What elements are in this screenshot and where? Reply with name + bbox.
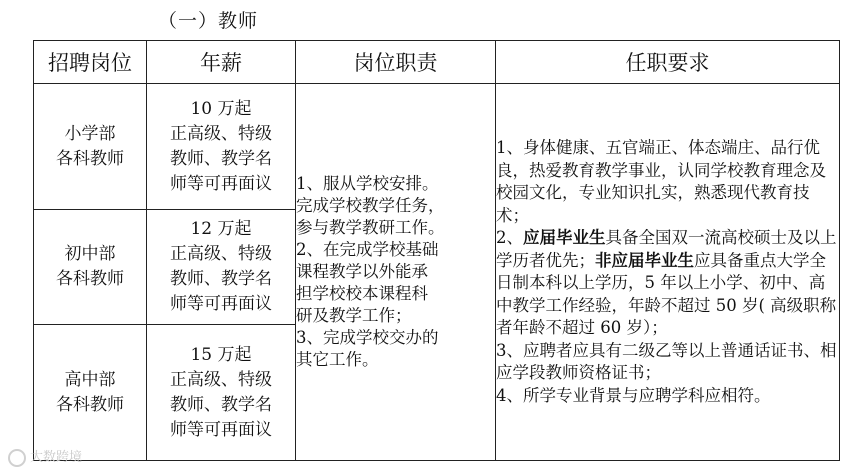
header-salary: 年薪 (147, 41, 296, 84)
salary-cell (147, 210, 296, 325)
duty-line: 课程教学以外能承 (296, 262, 428, 281)
table-row (34, 84, 840, 210)
position-line: 各科教师 (56, 148, 124, 169)
duty-line: 研及教学工作； (296, 306, 412, 325)
header-position: 招聘岗位 (34, 41, 147, 84)
duty-line: 担学校校本课程科 (296, 284, 428, 303)
header-requirements: 任职要求 (496, 41, 840, 84)
requirement-text: 应具备重点大学全日制本科以上学历，5 年以上小学、初中、高中教学工作经验，年龄不超过 50 岁( 高级职称者年龄不超过 60 岁）； (496, 250, 837, 337)
salary-note: 教师、教学名 (170, 148, 272, 169)
recruitment-table (33, 40, 840, 461)
salary-amount: 15 万起 (190, 344, 252, 365)
highlight-fresh-graduates: 应届毕业生 (523, 228, 606, 247)
requirement-text: 2、 (496, 228, 523, 247)
duty-line: 2、在完成学校基础 (296, 240, 439, 259)
position-line: 初中部 (64, 244, 116, 264)
requirement-item-2 (496, 227, 839, 340)
position-line: 高中部 (64, 369, 116, 390)
requirement-item-3: 3、应聘者应具有二级乙等以上普通话证书、相应学段教师资格证书； (496, 340, 837, 382)
position-line: 各科教师 (56, 394, 124, 415)
duty-line: 完成学校教学任务， (296, 196, 445, 215)
position-cell (34, 325, 147, 461)
salary-note: 教师、教学名 (170, 269, 272, 289)
position-line: 小学部 (64, 123, 116, 144)
salary-note: 师等可再面议 (170, 419, 272, 440)
salary-note: 师等可再面议 (170, 294, 272, 314)
requirement-item-4: 4、所学专业背景与应聘学科应相符。 (496, 385, 771, 405)
salary-cell (147, 325, 296, 461)
requirement-text: 具备全国双一流高校硕士及以上学历者优先； (496, 228, 837, 270)
position-cell (34, 210, 147, 325)
watermark (8, 446, 82, 467)
duties-cell (296, 84, 496, 461)
duty-line: 其它工作。 (296, 350, 379, 369)
salary-amount: 12 万起 (190, 219, 252, 239)
table-header-row (34, 41, 840, 84)
watermark-text: 大数跨境 (30, 450, 83, 465)
salary-note: 正高级、特级 (170, 244, 272, 264)
header-duties: 岗位职责 (296, 41, 496, 84)
salary-note: 正高级、特级 (170, 369, 272, 390)
watermark-logo-icon (8, 449, 26, 467)
salary-note: 教师、教学名 (170, 394, 272, 415)
position-line: 各科教师 (56, 269, 124, 289)
requirement-item-1: 1、身体健康、五官端正、体态端庄、品行优良，热爱教育教学事业，认同学校教育理念及校园文化，专业知识扎实，熟悉现代教育技术； (496, 138, 826, 225)
requirements-cell (496, 84, 840, 461)
salary-cell (147, 84, 296, 210)
duty-line: 参与教学教研工作。 (296, 218, 445, 237)
duty-line: 3、完成学校交办的 (296, 328, 439, 347)
duty-line: 1、服从学校安排。 (296, 174, 439, 193)
position-cell (34, 84, 147, 210)
salary-amount: 10 万起 (190, 98, 252, 119)
salary-note: 师等可再面议 (170, 173, 272, 194)
highlight-non-fresh-graduates: 非应届毕业生 (595, 250, 694, 270)
salary-note: 正高级、特级 (170, 123, 272, 144)
section-title: （一）教师 (158, 10, 259, 32)
